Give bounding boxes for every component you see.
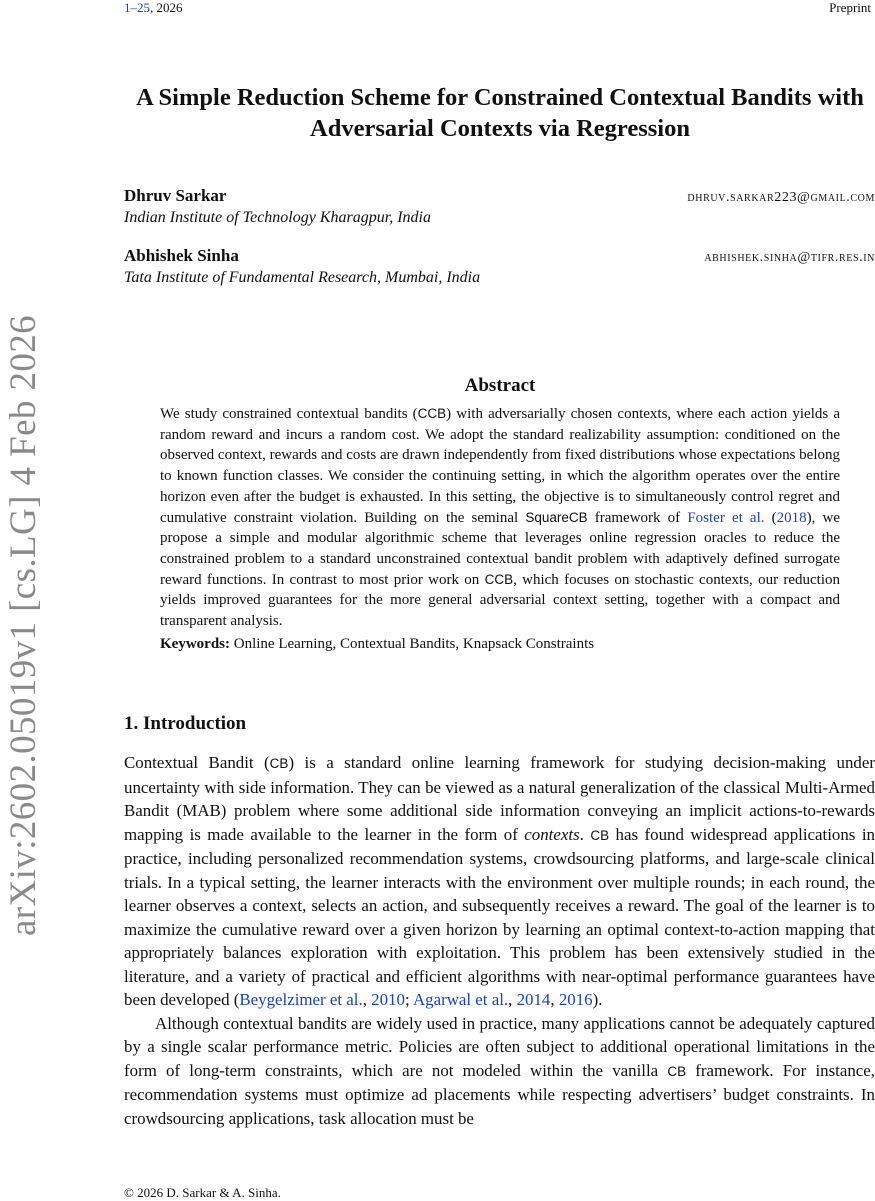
abstract-text-run: We study constrained contextual bandits ( [160, 406, 418, 422]
ccb-acronym: CCB [484, 571, 514, 587]
intro-text-run: Contextual Bandit ( [124, 753, 270, 772]
abstract-heading: Abstract [464, 375, 536, 396]
intro-text-run: ) is a standard online learning framework for studying decision-making under uncertainty with side information. They can be viewed as a natural generalization of the classical Multi-Armed Bandit (MAB) problem where some additional side information conveying an implicit actions-to-rewards mapping is made available to the learner in the form of [124, 753, 875, 844]
intro-text-run: . [579, 824, 591, 844]
citation-year-link[interactable]: 2014 [516, 990, 551, 1009]
keywords-list: Online Learning, Contextual Bandits, Knapsack Constraints [230, 635, 595, 652]
paper-title: A Simple Reduction Scheme for Constrained Contextual Bandits with Adversarial Contexts via Regression [136, 84, 864, 142]
intro-text-run: ; [404, 990, 413, 1009]
intro-text-run: framework. For instance, recommendation systems must optimize ad placements while respecting advertisers’ budget constraints. In crowdsourcing applications, task allocation must be [124, 1060, 875, 1128]
introduction-body [124, 751, 875, 1130]
running-header-right: Preprint [829, 0, 871, 15]
author-affiliation: Indian Institute of Technology Kharagpur, India [124, 209, 431, 226]
copyright-footer: © 2026 D. Sarkar & A. Sinha. [124, 1185, 281, 1200]
emphasis-contexts: contexts [524, 824, 580, 844]
citation-link[interactable]: Foster et al. [687, 509, 765, 526]
cb-acronym: CB [667, 1063, 687, 1079]
intro-text-run: , [508, 990, 517, 1009]
citation-link[interactable]: Beygelzimer et al. [239, 990, 363, 1009]
intro-text-run: Although contextual bandits are widely used in practice, many applications cannot be adequately captured by a single scalar performance metric. Policies are often subject to additional operational limitations in the form of long-term constraints, which are not modeled within the vanilla [124, 1013, 875, 1080]
author-email[interactable]: dhruv.sarkar223@gmail.com [687, 190, 875, 205]
squarecb-name: SquareCB [525, 509, 588, 525]
page-range-link[interactable]: 1–25 [124, 0, 150, 15]
author-email[interactable]: abhishek.sinha@tifr.res.in [704, 250, 875, 265]
abstract-text-run: , which focuses on stochastic contexts, our reduction yields improved guarantees for the more general adversarial context setting, together with a compact and transparent analysis. [160, 571, 840, 630]
cb-acronym: CB [269, 756, 289, 771]
ccb-acronym: CCB [417, 406, 447, 421]
citation-link[interactable]: Agarwal et al. [412, 990, 509, 1009]
author-name: Abhishek Sinha [124, 246, 239, 265]
abstract-text-run: framework of [587, 509, 688, 526]
abstract-text-run: ( [764, 509, 777, 526]
abstract-text [160, 404, 840, 632]
citation-year-link[interactable]: 2018 [776, 509, 807, 526]
section-heading-introduction: 1. Introduction [124, 713, 247, 734]
intro-text-run: , [362, 990, 372, 1009]
intro-text-run: ). [592, 990, 603, 1009]
keywords-line [160, 636, 840, 653]
intro-paragraph [124, 1012, 875, 1131]
citation-year-link[interactable]: 2016 [558, 990, 593, 1009]
author-block-2 [124, 246, 875, 287]
intro-paragraph [124, 751, 875, 1012]
header-year: , 2026 [150, 0, 183, 15]
citation-year-link[interactable]: 2010 [371, 990, 405, 1009]
arxiv-sidebar-stamp [3, 314, 45, 936]
cb-acronym: CB [590, 827, 610, 843]
intro-text-run: has found widespread applications in practice, including personalized recommendation systems, crowdsourcing platforms, and large-scale clinical trials. In a typical setting, the learner interacts with the environment over multiple rounds; in each round, the learner observes a context, selects an action, and subsequently receives a reward. The goal of the learner is to maximize the cumulative reward over a given horizon by learning an optimal context-to-action mapping that appropriately balances exploration with exploitation. This problem has been extensively studied in the literature, and a variety of practical and efficient algorithms with near-optimal performance guarantees have been developed ( [124, 824, 875, 1009]
author-name: Dhruv Sarkar [124, 186, 227, 205]
keywords-label: Keywords: [160, 635, 230, 652]
running-header-left [124, 0, 183, 16]
abstract-section [160, 375, 840, 653]
author-block-1 [124, 186, 875, 227]
arxiv-identifier: arXiv:2602.05019v1 [cs.LG] 4 Feb 2026 [3, 314, 45, 936]
intro-text-run: , [550, 990, 559, 1009]
abstract-text-run: ) with adversarially chosen contexts, where each action yields a random reward and incurs a random cost. We adopt the standard realizability assumption: conditioned on the observed context, rewards and costs are drawn independently from fixed distributions whose expectations belong to known function classes. We consider the continuing setting, in which the algorithm operates over the entire horizon even after the budget is exhausted. In this setting, the objective is to simultaneously control regret and cumulative constraint violation. Building on the seminal [160, 406, 840, 526]
author-affiliation: Tata Institute of Fundamental Research, Mumbai, India [124, 269, 481, 286]
abstract-text-run: ), we propose a simple and modular algorithmic scheme that leverages online regression oracles to reduce the constrained problem to a standard unconstrained contextual bandit problem with adaptively defined surrogate reward functions. In contrast to most prior work on [160, 509, 840, 588]
